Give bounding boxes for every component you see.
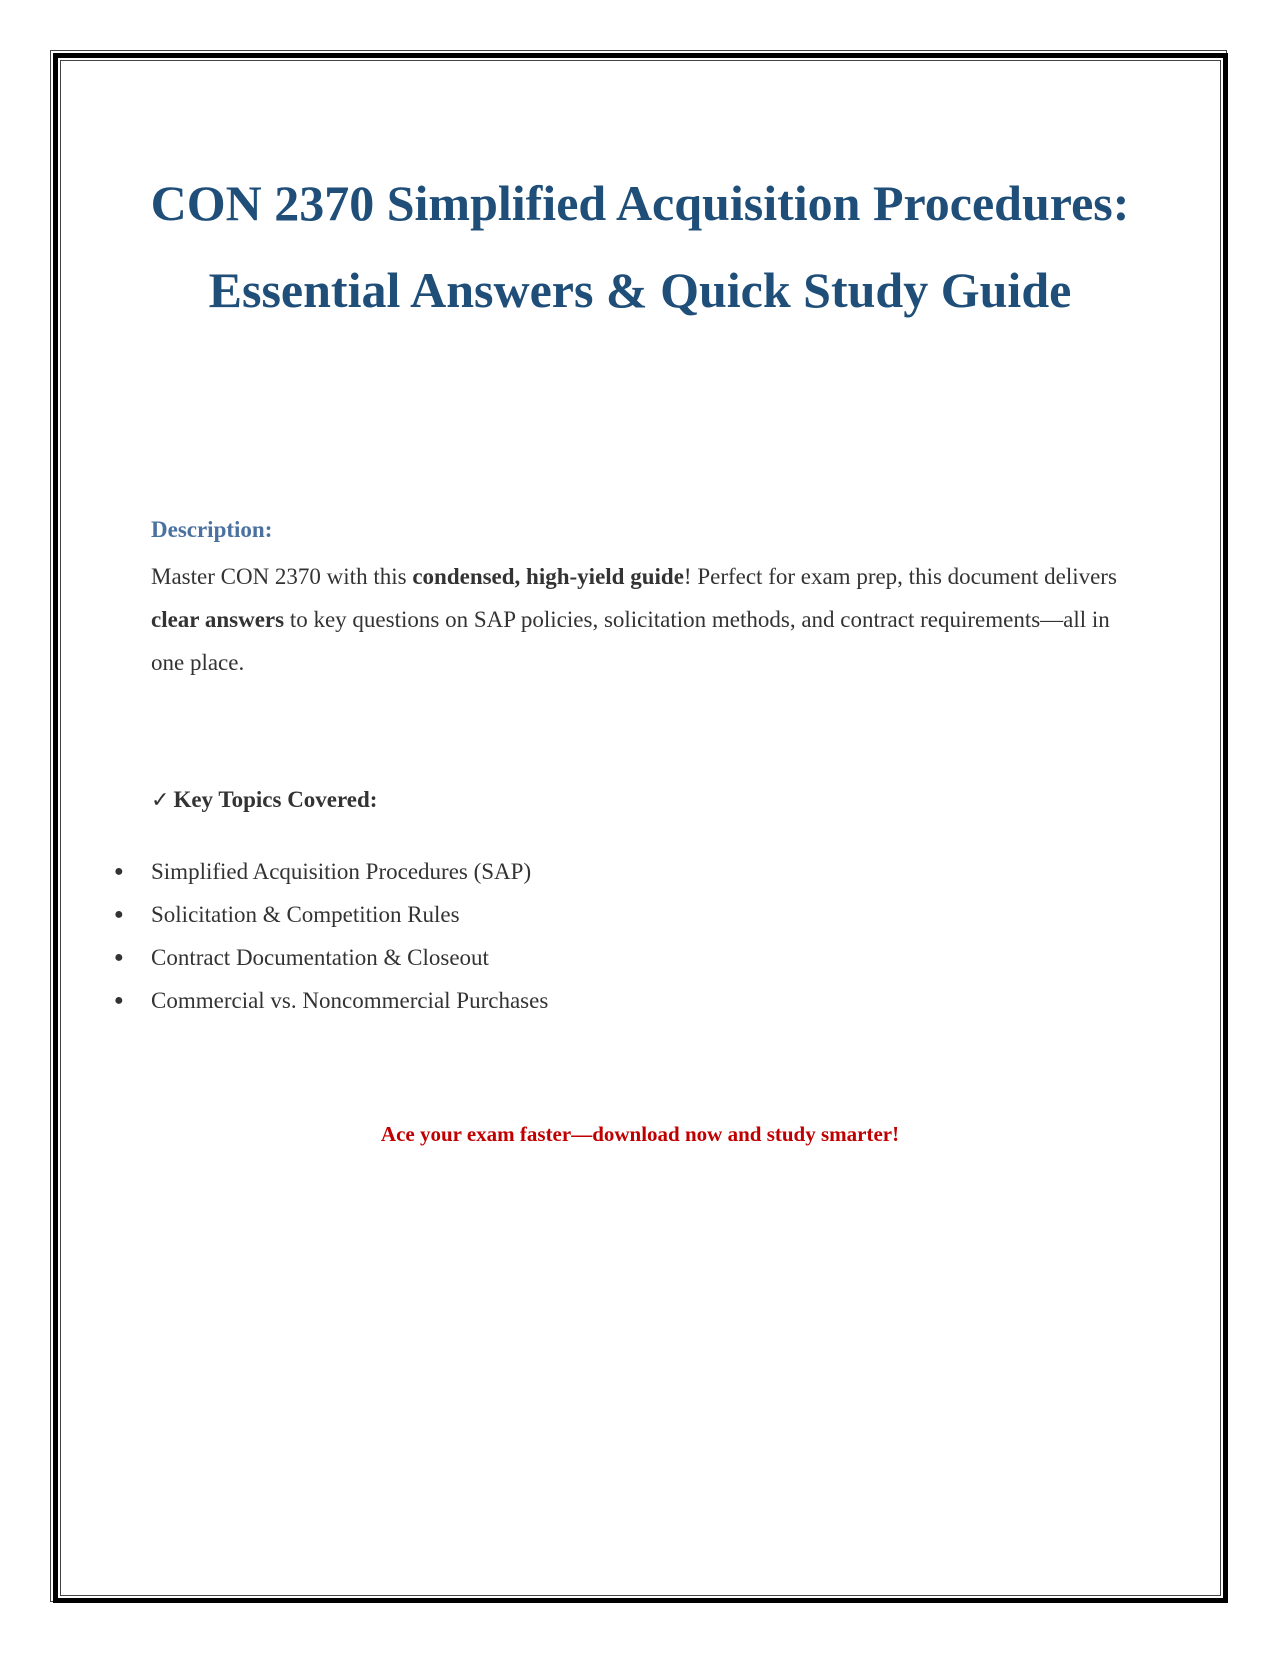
list-item <box>0 979 548 1022</box>
desc-bold: condensed, high-yield guide <box>412 564 684 589</box>
topics-list <box>0 850 548 1022</box>
topics-heading-text: Key Topics Covered: <box>173 787 378 812</box>
list-item <box>0 936 548 979</box>
check-icon: ✓ <box>151 787 170 812</box>
topics-heading <box>151 787 377 813</box>
description-text <box>151 555 1141 684</box>
bullet-icon: ● <box>114 992 124 1009</box>
document-title: CON 2370 Simplified Acquisition Procedures: Essential Answers & Quick Study Guide <box>150 175 1130 318</box>
call-to-action: Ace your exam faster—download now and study smarter! <box>380 1122 900 1146</box>
bullet-icon: ● <box>114 863 124 880</box>
description-label: Description: <box>151 517 273 542</box>
list-item-text: Simplified Acquisition Procedures (SAP) <box>151 859 532 884</box>
list-item-text: Solicitation & Competition Rules <box>151 902 460 927</box>
bullet-icon: ● <box>114 906 124 923</box>
list-item-text: Contract Documentation & Closeout <box>151 945 489 970</box>
list-item <box>0 850 548 893</box>
desc-part: ! Perfect for exam prep, this document delivers <box>683 564 1117 589</box>
bullet-icon: ● <box>114 949 124 966</box>
list-item-text: Commercial vs. Noncommercial Purchases <box>151 988 549 1013</box>
desc-part: to key questions on SAP policies, solicitation methods, and contract requirements—all in one place. <box>151 607 1110 675</box>
desc-bold: clear answers <box>151 607 285 632</box>
list-item <box>0 893 548 936</box>
desc-part: Master CON 2370 with this <box>151 564 413 589</box>
